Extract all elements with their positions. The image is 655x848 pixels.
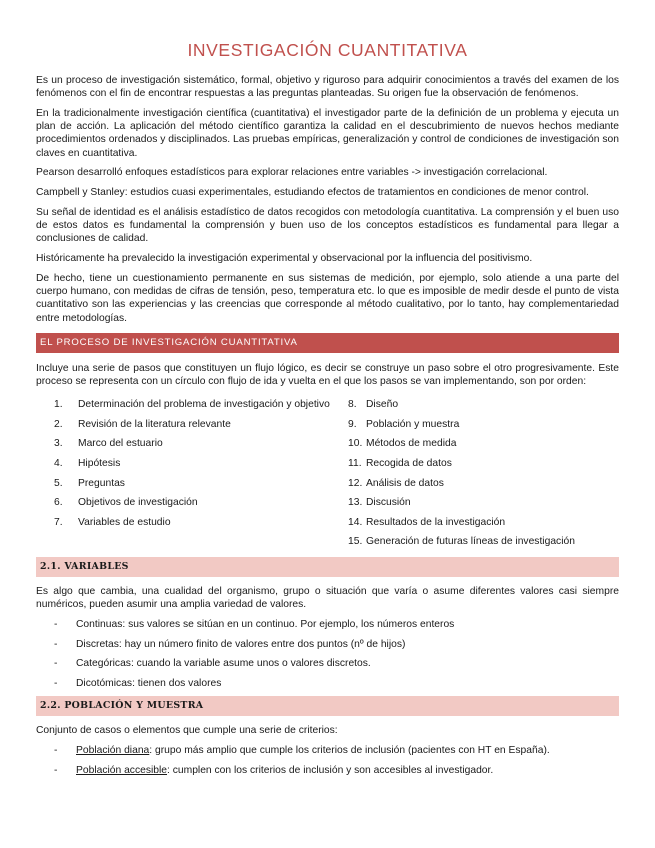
population-item xyxy=(76,744,550,757)
dash-bullet: - xyxy=(54,745,58,757)
list-item xyxy=(348,437,618,450)
population-list xyxy=(36,744,619,777)
step-number: 3. xyxy=(54,438,63,450)
intro-paragraph-1: Es un proceso de investigación sistemático, formal, objetivo y riguroso para adquirir conocimientos a través del examen de los fenómenos con el fin de encontrar respuestas a las preguntas planteadas. Su origen fue la observación de fenómenos. xyxy=(36,75,619,100)
list-item xyxy=(54,418,336,431)
list-item xyxy=(54,457,336,470)
step-text: Análisis de datos xyxy=(366,477,444,489)
step-text: Diseño xyxy=(366,399,399,411)
step-text: Generación de futuras líneas de investigación xyxy=(366,536,575,548)
step-number: 6. xyxy=(54,497,63,509)
step-text: Población y muestra xyxy=(366,418,460,430)
list-item xyxy=(54,398,336,411)
dash-bullet: - xyxy=(54,677,58,689)
list-item xyxy=(54,764,619,777)
dash-bullet: - xyxy=(54,638,58,650)
variable-type-text: Continuas: sus valores se sitúan en un continuo. Por ejemplo, los números enteros xyxy=(76,618,455,630)
step-text: Métodos de medida xyxy=(366,438,457,450)
process-section-heading: EL PROCESO DE INVESTIGACIÓN CUANTITATIVA xyxy=(36,333,619,353)
list-item xyxy=(54,516,336,529)
step-number: 13. xyxy=(348,497,363,509)
intro-paragraph-6: Históricamente ha prevalecido la investigación experimental y observacional por la influencia del positivismo. xyxy=(36,253,533,265)
population-intro: Conjunto de casos o elementos que cumple una serie de criterios: xyxy=(36,725,338,737)
step-number: 7. xyxy=(54,516,63,528)
list-item xyxy=(54,437,336,450)
list-item xyxy=(348,516,618,529)
list-item xyxy=(348,477,618,490)
step-text: Revisión de la literatura relevante xyxy=(78,418,231,430)
step-number: 15. xyxy=(348,536,363,548)
step-text: Recogida de datos xyxy=(366,458,452,469)
step-number: 4. xyxy=(54,458,63,469)
step-text: Marco del estuario xyxy=(78,438,163,450)
list-item xyxy=(54,496,336,509)
intro-paragraph-4: Campbell y Stanley: estudios cuasi experimentales, estudiando efectos de tratamientos en condiciones de menor control. xyxy=(36,187,589,199)
variables-intro: Es algo que cambia, una cualidad del organismo, grupo o situación que varía o asume diferentes valores casi siempre numéricos, pueden asumir una amplia variedad de valores. xyxy=(36,585,619,611)
step-text: Variables de estudio xyxy=(78,516,171,528)
list-item xyxy=(54,638,619,651)
step-number: 2. xyxy=(54,418,63,430)
variable-type-text: Dicotómicas: tienen dos valores xyxy=(76,677,222,689)
step-number: 12. xyxy=(348,477,363,489)
step-number: 8. xyxy=(348,399,357,411)
list-item xyxy=(348,457,618,470)
population-definition: : cumplen con los criterios de inclusión y son accesibles al investigador. xyxy=(167,764,494,776)
population-term: Población accesible xyxy=(76,764,168,776)
list-item xyxy=(54,744,619,757)
step-text: Determinación del problema de investigación y objetivo xyxy=(78,399,330,411)
step-number: 14. xyxy=(348,516,363,528)
page-title: INVESTIGACIÓN CUANTITATIVA xyxy=(187,40,468,60)
step-number: 9. xyxy=(348,418,357,430)
population-definition: : grupo más amplio que cumple los criterios de inclusión (pacientes con HT en España). xyxy=(149,745,550,757)
variable-type-text: Categóricas: cuando la variable asume unos o valores discretos. xyxy=(76,658,371,670)
list-item xyxy=(348,496,618,509)
step-number: 1. xyxy=(54,399,63,411)
list-item xyxy=(54,618,619,631)
step-text: Resultados de la investigación xyxy=(366,516,506,528)
list-item xyxy=(54,477,336,490)
intro-paragraph-3: Pearson desarrolló enfoques estadísticos para explorar relaciones entre variables -> investigación correlacional. xyxy=(36,167,548,179)
step-number: 11. xyxy=(348,458,362,469)
step-text: Hipótesis xyxy=(78,458,121,469)
population-section-heading: 2.2. POBLACIÓN Y MUESTRA xyxy=(36,696,619,716)
intro-paragraph-7: De hecho, tiene un cuestionamiento permanente en sus sistemas de medición, por ejemplo, solo atiende a una parte del cuerpo humano, con medidas de cifras de tensión, peso, temperatura etc. lo que es imposible de medir desde el punto de vista cuantitativo son las experiencias y las creencias que corresponde al método cualitativo, por lo tanto, hay complementariedad entre metodologías. xyxy=(36,273,619,324)
variables-section-heading: 2.1. VARIABLES xyxy=(36,557,619,577)
step-text: Preguntas xyxy=(78,477,125,489)
variables-list xyxy=(36,618,619,690)
population-item xyxy=(76,764,493,777)
list-item xyxy=(54,657,619,670)
process-steps xyxy=(36,398,619,555)
list-item xyxy=(348,535,618,548)
step-text: Objetivos de investigación xyxy=(78,497,198,509)
step-number: 5. xyxy=(54,477,63,489)
list-item xyxy=(54,677,619,690)
step-number: 10. xyxy=(348,438,363,450)
population-term: Población diana xyxy=(76,745,150,757)
dash-bullet: - xyxy=(54,658,58,670)
steps-column-left xyxy=(36,398,336,555)
list-item xyxy=(348,418,618,431)
steps-column-right xyxy=(348,398,618,555)
intro-paragraph-5: Su señal de identidad es el análisis estadístico de datos recogidos con metodología cuantitativa. La comprensión y el buen uso de estos datos es fundamental la comprensión y buen uso de los conceptos estadísticos es fundamental para llegar a conclusiones de calidad. xyxy=(36,207,619,245)
list-item xyxy=(348,398,618,411)
dash-bullet: - xyxy=(54,618,58,630)
step-text: Discusión xyxy=(366,497,411,509)
dash-bullet: - xyxy=(54,764,58,776)
process-intro: Incluye una serie de pasos que constituyen un flujo lógico, es decir se construye un paso sobre el otro progresivamente. Este proceso se representa con un círculo con flujo de ida y vuelta en el que los pasos se van implementando, son por orden: xyxy=(36,362,619,388)
intro-paragraph-2: En la tradicionalmente investigación científica (cuantitativa) el investigador parte de la definición de un problema y ejecuta un plan de acción. La aplicación del método científico garantiza la calidad en el descubrimiento de nuevos hechos mediante procedimientos ordenados y disciplinados. Las pruebas empíricas, generalización y control de condiciones de investigación son claves en cuantitativa. xyxy=(36,108,619,159)
variable-type-text: Discretas: hay un número finito de valores entre dos puntos (nº de hijos) xyxy=(76,638,406,650)
